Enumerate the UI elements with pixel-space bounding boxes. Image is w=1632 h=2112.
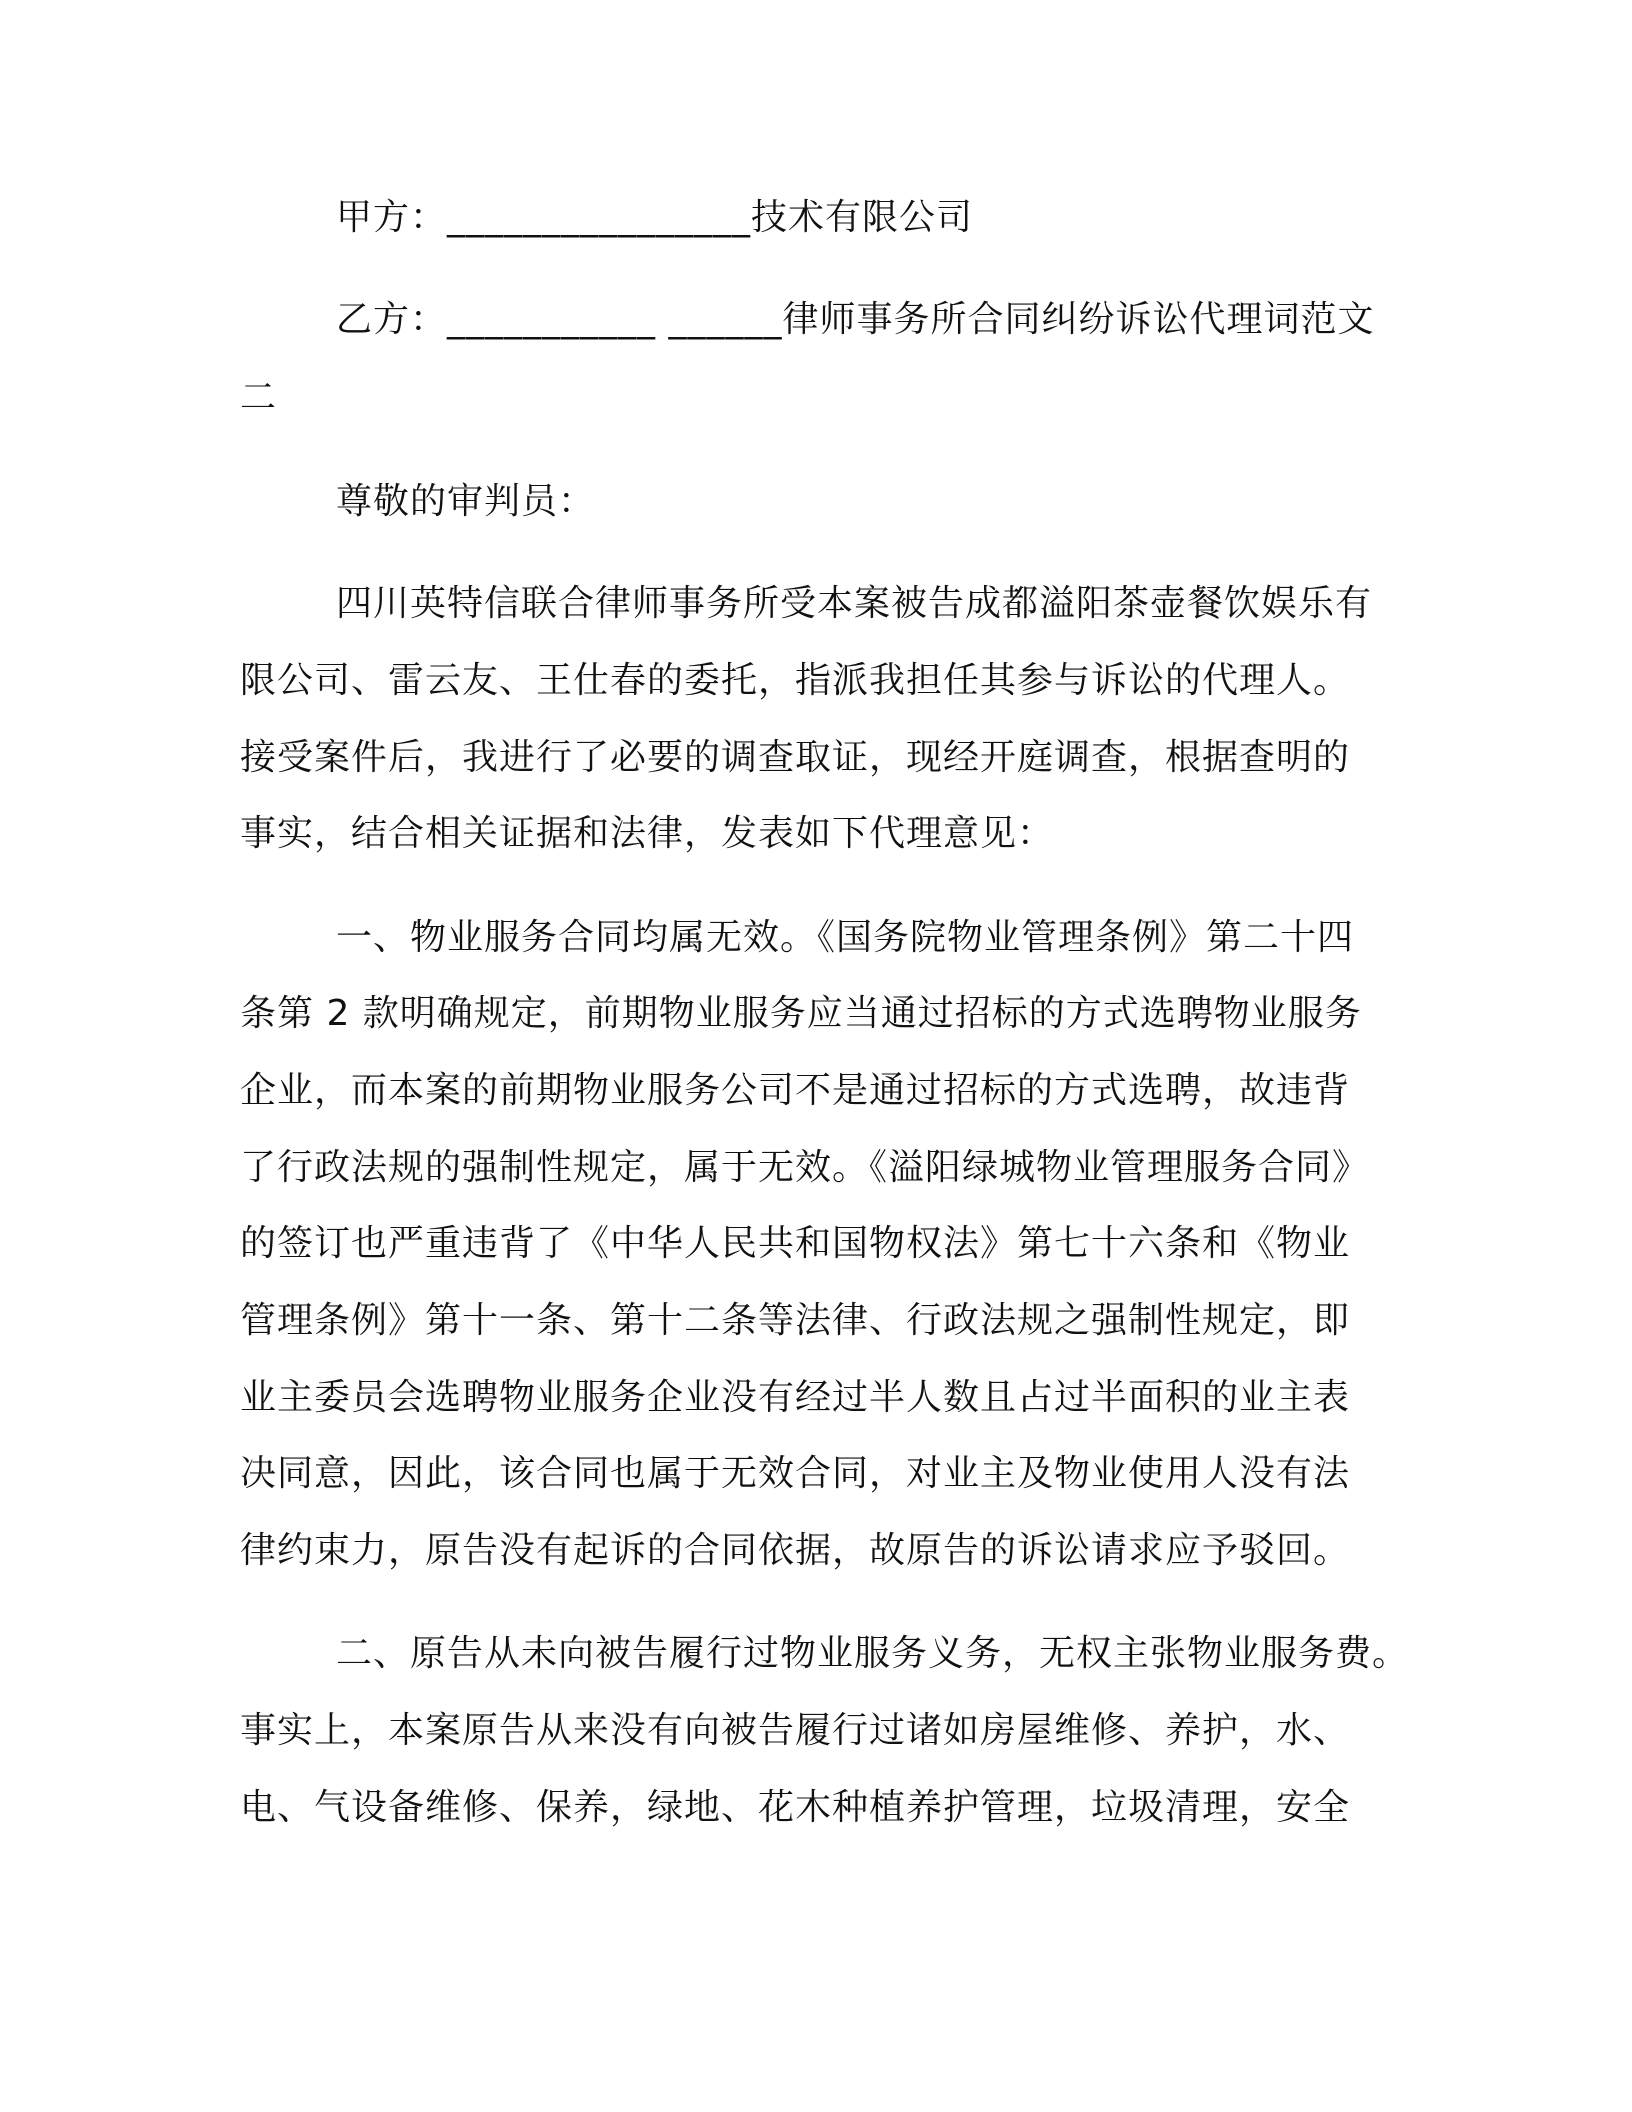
point2-line: 二、原告从未向被告履行过物业服务义务，无权主张物业服务费。 xyxy=(336,1633,1410,1674)
point1-line: 业主委员会选聘物业服务企业没有经过半人数且占过半面积的业主表 xyxy=(240,1377,1351,1418)
point1-line: 律约束力，原告没有起诉的合同依据，故原告的诉讼请求应予驳回。 xyxy=(240,1530,1351,1571)
point2-line: 事实上，本案原告从来没有向被告履行过诸如房屋维修、养护，水、 xyxy=(240,1710,1351,1751)
point1-line: 了行政法规的强制性规定，属于无效。《溢阳绿城物业管理服务合同》 xyxy=(240,1147,1370,1188)
section-number: 二 xyxy=(240,377,278,418)
party-a-line: 甲方：________________技术有限公司 xyxy=(336,197,974,238)
intro-line: 四川英特信联合律师事务所受本案被告成都溢阳茶壶餐饮娱乐有 xyxy=(336,583,1373,624)
intro-line: 限公司、雷云友、王仕春的委托，指派我担任其参与诉讼的代理人。 xyxy=(240,660,1351,701)
intro-line: 事实，结合相关证据和法律，发表如下代理意见： xyxy=(240,813,1055,854)
point1-line: 决同意，因此，该合同也属于无效合同，对业主及物业使用人没有法 xyxy=(240,1453,1351,1494)
point1-line: 管理条例》第十一条、第十二条等法律、行政法规之强制性规定，即 xyxy=(240,1300,1351,1341)
party-b-line: 乙方：___________ ______律师事务所合同纠纷诉讼代理词范文 xyxy=(336,299,1375,340)
intro-line: 接受案件后，我进行了必要的调查取证，现经开庭调查，根据查明的 xyxy=(240,737,1351,778)
point1-line: 条第 2 款明确规定，前期物业服务应当通过招标的方式选聘物业服务 xyxy=(240,993,1362,1034)
point2-line: 电、气设备维修、保养，绿地、花木种植养护管理，垃圾清理，安全 xyxy=(240,1787,1351,1828)
point1-line: 的签订也严重违背了《中华人民共和国物权法》第七十六条和《物业 xyxy=(240,1223,1351,1264)
point1-line: 企业，而本案的前期物业服务公司不是通过招标的方式选聘，故违背 xyxy=(240,1070,1351,1111)
point1-line: 一、物业服务合同均属无效。《国务院物业管理条例》第二十四 xyxy=(336,917,1355,958)
salutation: 尊敬的审判员： xyxy=(336,481,596,522)
